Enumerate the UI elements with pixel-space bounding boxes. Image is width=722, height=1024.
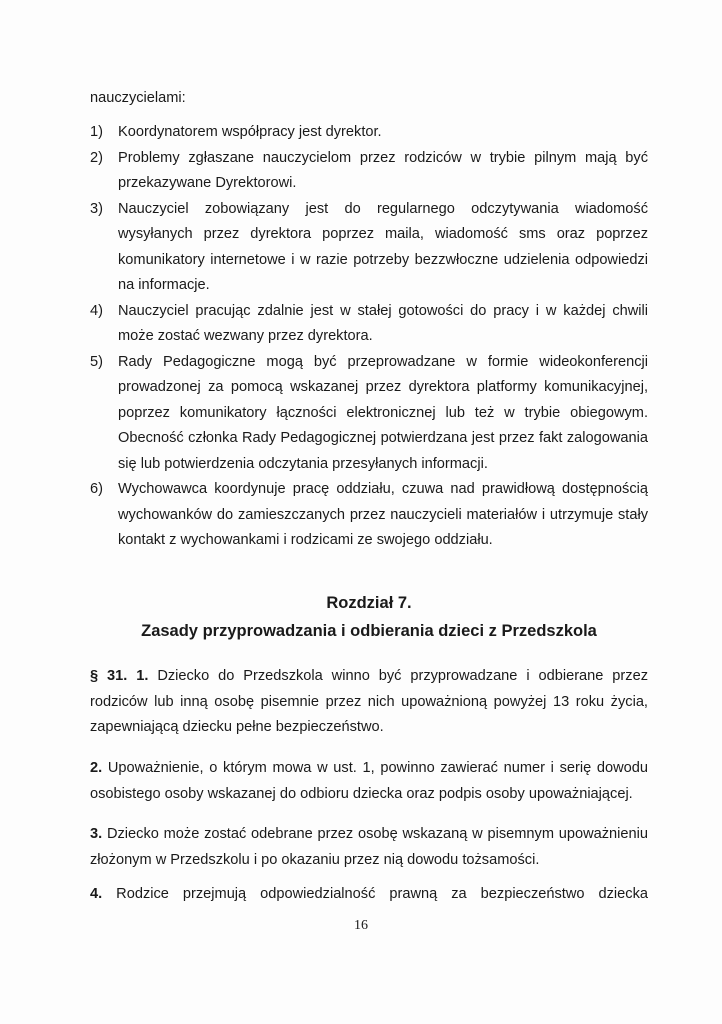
list-item-text: Rady Pedagogiczne mogą być przeprowadzane w formie wideokonferencji prowadzonej za pomocą wskazanej przez dyrektora platformy komunikacyjnej, poprzez komunikatory łączności elektronicznej lub też w trybie obiegowym. Obecność członka Rady Pedagogicznej potwierdzana jest przez fakt zalogowania się lub potwierdzenia odczytania przesyłanych informacji. <box>118 353 648 472</box>
intro-text: nauczycielami: <box>90 90 186 106</box>
list-item-text: Nauczyciel pracując zdalnie jest w stałej gotowości do pracy i w każdej chwili może zostać wezwany przez dyrektora. <box>118 302 648 344</box>
list-item <box>90 477 648 554</box>
paragraph-text: Dziecko może zostać odebrane przez osobę wskazaną w pisemnym upoważnieniu złożonym w Przedszkolu i po okazaniu przez nią dowodu tożsamości. <box>90 826 648 868</box>
list-item-number: 3) <box>90 200 103 217</box>
list-item <box>90 197 648 299</box>
list-item <box>90 350 648 478</box>
list-item-number: 5) <box>90 353 103 370</box>
paragraph-4 <box>90 882 648 908</box>
paragraph-label: 2. <box>90 760 103 776</box>
list-item-text: Koordynatorem współpracy jest dyrektor. <box>118 124 382 140</box>
list-item <box>90 146 648 197</box>
paragraph-label: 4. <box>90 886 103 902</box>
list-item-number: 6) <box>90 481 103 497</box>
cooperation-rules-list <box>90 120 648 554</box>
paragraph-text: Rodzice przejmują odpowiedzialność prawną za bezpieczeństwo dziecka <box>102 886 648 902</box>
paragraph-31-1 <box>90 664 648 741</box>
list-item-text: Wychowawca koordynuje pracę oddziału, czuwa nad prawidłową dostępnością wychowanków do zamieszczanych przez nauczycieli materiałów i utrzymuje stały kontakt z wychowankami i rodzicami ze swojego oddziału. <box>118 481 648 548</box>
page-number: 16 <box>354 918 368 933</box>
list-item-number: 2) <box>90 149 103 166</box>
paragraph-3 <box>90 822 648 873</box>
list-item-text: Problemy zgłaszane nauczycielom przez rodziców w trybie pilnym mają być przekazywane Dyrektorowi. <box>118 149 648 191</box>
list-item-number: 4) <box>90 302 103 319</box>
paragraph-text: Dziecko do Przedszkola winno być przyprowadzane i odbierane przez rodziców lub inną osobę pisemnie przez nich upoważnioną powyżej 13 roku życia, zapewniającą dziecku pełne bezpieczeństwo. <box>90 668 648 735</box>
paragraph-2 <box>90 756 648 807</box>
list-item <box>90 120 648 146</box>
paragraph-label: § 31. 1. <box>90 668 149 684</box>
list-item <box>90 299 648 350</box>
chapter-number: Rozdział 7. <box>326 594 412 612</box>
paragraph-text: Upoważnienie, o którym mowa w ust. 1, powinno zawierać numer i serię dowodu osobistego osoby wskazanej do odbioru dziecka oraz podpis osoby upoważniającej. <box>90 760 648 802</box>
chapter-title: Zasady przyprowadzania i odbierania dzieci z Przedszkola <box>141 622 597 640</box>
paragraph-label: 3. <box>90 826 103 842</box>
list-item-number: 1) <box>90 124 103 140</box>
list-item-text: Nauczyciel zobowiązany jest do regularnego odczytywania wiadomość wysyłanych przez dyrektora poprzez maila, wiadomość sms oraz poprzez komunikatory internetowe i w razie potrzeby bezzwłoczne udzielenia odpowiedzi na informacje. <box>118 200 648 293</box>
